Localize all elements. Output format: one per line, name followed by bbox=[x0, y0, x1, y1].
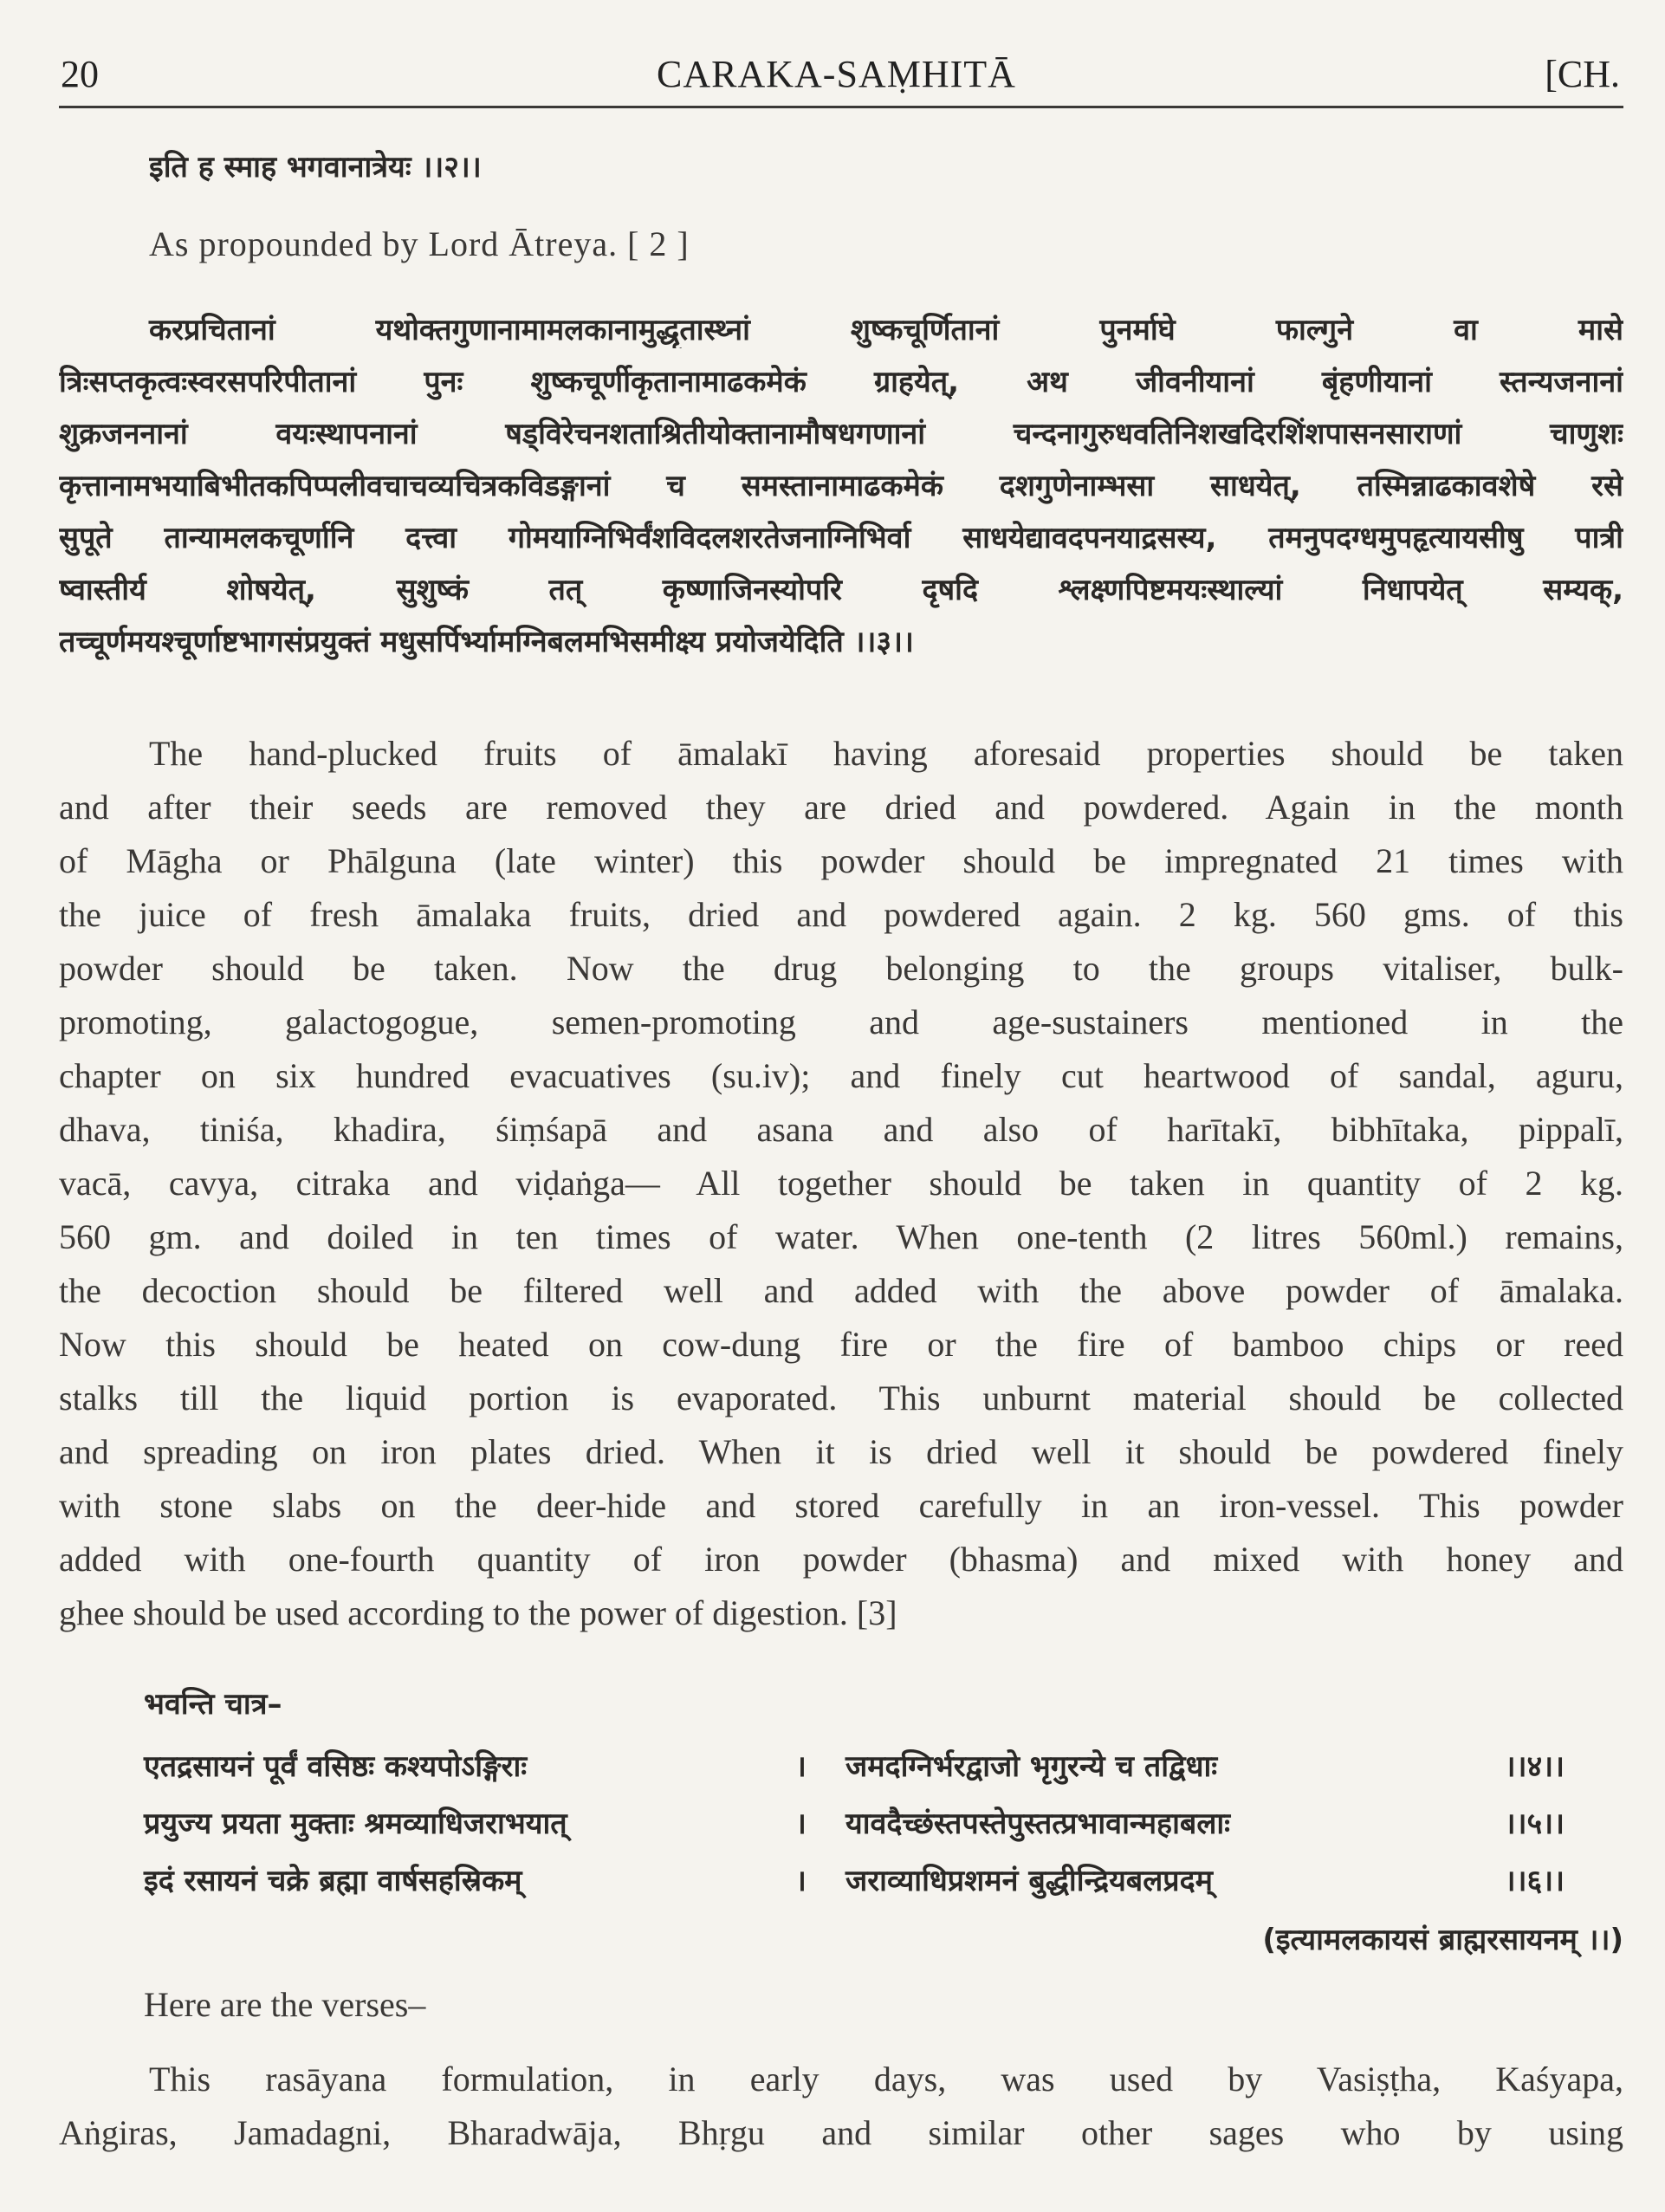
verse-6: इदं रसायनं चक्रे ब्रह्मा वार्षसहस्रिकम् । जराव्याधिप्रशमनं बुद्धीन्द्रियबलप्रदम् ।।६।। bbox=[144, 1864, 1565, 1898]
sanskrit-line: शुक्रजननानां वयःस्थापनानां षड्विरेचनशताश्रितीयोक्तानामौषधगणानां चन्दनागुरुधवतिनिशखदिरशिंशपासनसाराणां चाणुशः bbox=[59, 417, 1623, 451]
verse-3-translation bbox=[59, 733, 1623, 1651]
verse-3-sanskrit bbox=[59, 308, 1623, 690]
verses-translation bbox=[59, 1984, 1623, 2183]
running-title: CARAKA-SAṂHITĀ bbox=[657, 53, 1016, 95]
translation-line: ghee should be used according to the power of digestion. [3] bbox=[59, 1593, 897, 1632]
translation-line: stalks till the liquid portion is evaporated. This unburnt material should be collected bbox=[59, 1378, 1623, 1417]
colophon: (इत्यामलकायसं ब्राह्मरसायनम् ।।) bbox=[1262, 1923, 1623, 1957]
translation-line: dhava, tiniśa, khadira, śiṃśapā and asana and also of harītakī, bibhītaka, pippalī, bbox=[59, 1110, 1623, 1149]
verses-intro-sanskrit: भवन्ति चात्र– bbox=[144, 1687, 282, 1722]
verses-4-6 bbox=[59, 1683, 1623, 2029]
translation-line: powder should be taken. Now the drug belonging to the groups vitaliser, bulk- bbox=[59, 949, 1623, 988]
translation-line: 560 gm. and doiled in ten times of water. When one-tenth (2 litres 560ml.) remains, bbox=[59, 1217, 1623, 1256]
translation-line: the decoction should be filtered well and added with the above powder of āmalaka. bbox=[59, 1271, 1623, 1310]
translation-line: and spreading on iron plates dried. When it is dried well it should be powdered finely bbox=[59, 1432, 1623, 1471]
translation-line: Aṅgiras, Jamadagni, Bharadwāja, Bhṛgu and similar other sages who by using bbox=[59, 2113, 1623, 2152]
sanskrit-line: कृत्तानामभयाबिभीतकपिप्पलीवचाचव्यचित्रकविडङ्गानां च समस्तानामाढकमेकं दशगुणेनाम्भसा साधयेत्, तस्मिन्नाढकावशेषे रसे bbox=[59, 469, 1623, 503]
verse-5: प्रयुज्य प्रयता मुक्ताः श्रमव्याधिजराभयात् । यावदैच्छंस्तपस्तेपुस्तत्प्रभावान्महाबलाः ।।५।। bbox=[144, 1807, 1565, 1841]
book-page: 20 CARAKA-SAṂHITĀ [CH. इति ह स्माह भगवानात्रेयः ।।२।। As propounded by Lord Ātreya. [ 2 ] करप्रचितानां यथोक्तगुणानामामलकानामुद्धृतास्थ्नां शुष्कचूर्णितानां पुनर्माघे फाल्गुने वा मासे त्रिःसप्तकृत्वःस्वरसपरिपीतानां पुनः शुष्कचूर्णीकृतानामाढकमेकं ग्राहयेत्, अथ जीवनीयानां बृंहणीयानां स्तन्यजनानां शुक्रजननानां वयःस्थापनानां षड्विरेचनशताश्रितीयोक्तानामौषधगणानां चन्दनागुरुधवतिनिशखदिरशिंशपासनसाराणां चाणुशः कृत्तानामभयाबिभीतकपिप्पलीवचाचव्यचित्रकविडङ्गानां च समस्तानामाढकमेकं दशगुणेनाम्भसा साधयेत्, तस्मिन्नाढकावशेषे रसे सुपूते तान्यामलकचूर्णानि दत्त्वा गोमयाग्निभिर्वंशविदलशरतेजनाग्निभिर्वा साधयेद्यावदपनयाद्रसस्य, तमनुपदग्धमुपहृत्यायसीषु पात्री ष्वास्तीर्य शोषयेत्, सुशुष्कं तत् कृष्णाजिनस्योपरि दृषदि श्लक्ष्णपिष्टमयःस्थाल्यां निधापयेत् सम्यक्, तच्चूर्णमयश्चूर्णाष्टभागसंप्रयुक्तं मधुसर्पिर्भ्यामग्निबलमभिसमीक्ष्य प्रयोजयेदिति ।।३।। The hand-plucked fruits of āmalakī having aforesaid properties should be taken and after their seeds are removed they are dried and powdered. Again in the month of Māgha or Phālguna (late winter) this powder should be impregnated 21 times with the juice of fresh āmalaka fruits, dried and powdered again. 2 kg. 560 gms. of this powder should be taken. Now the drug belonging to the groups vitaliser, bulk- promoting, galactogogue, semen-promoting and age-sustainers mentioned in the chapter on six hundred evacuatives (su.iv); and finely cut heartwood of sandal, aguru, dhava, tiniśa, khadira, śiṃśapā and asana and also of harītakī, bibhītaka, pippalī, vacā, cavya, citraka and viḍaṅga— All together should be taken in quantity of 2 kg. 560 gm. and doiled in ten times of water. When one-tenth (2 litres 560ml.) remains, the decoction should be filtered well and added with the above powder of āmalaka. Now this should be heated on cow-dung fire or the fire of bamboo chips or reed stalks till the liquid portion is evaporated. This unburnt material should be collected and spreading on iron plates dried. When it is dried well it should be powdered finely with stone slabs on the deer-hide and stored carefully in an iron-vessel. This powder added with one-fourth quantity of iron powder (bhasma) and mixed with honey and ghee should be used according to the power of digestion. [3] भवन्ति चात्र– एतद्रसायनं पूर्वं वसिष्ठः कश्यपोऽङ्गिराः । जमदग्निर्भरद्वाजो भृगुरन्ये च तद्विधाः ।।४।। प्रयुज्य प्रयता मुक्ताः श्रमव्याधिजराभयात् । यावदैच्छंस्तपस्तेपुस्तत्प्रभावान्महाबलाः ।।५।। इदं रसायनं चक्रे ब्रह्मा वार्षसहस्रिकम् । जराव्याधिप्रशमनं बुद्धीन्द्रियबलप्रदम् ।।६।। (इत्यामलकायसं ब्राह्मरसायनम् ।।) Here are the verses– This rasāyana formulation, in early days, was used by Vasiṣṭha, Kaśyapa, Aṅgiras, Jamadagni, Bharadwāja, Bhṛgu and similar other sages who by using bbox=[0, 0, 1665, 2212]
sanskrit-line: सुपूते तान्यामलकचूर्णानि दत्त्वा गोमयाग्निभिर्वंशविदलशरतेजनाग्निभिर्वा साधयेद्यावदपनयाद्रसस्य, तमनुपदग्धमुपहृत्यायसीषु पात्री bbox=[59, 521, 1623, 555]
translation-line: of Māgha or Phālguna (late winter) this powder should be impregnated 21 times with bbox=[59, 841, 1623, 880]
page-number: 20 bbox=[61, 53, 99, 95]
translation-line: added with one-fourth quantity of iron powder (bhasma) and mixed with honey and bbox=[59, 1540, 1623, 1579]
translation-line: vacā, cavya, citraka and viḍaṅga— All together should be taken in quantity of 2 kg. bbox=[59, 1164, 1623, 1203]
translation-line: with stone slabs on the deer-hide and stored carefully in an iron-vessel. This powder bbox=[59, 1486, 1623, 1525]
sanskrit-line: त्रिःसप्तकृत्वःस्वरसपरिपीतानां पुनः शुष्कचूर्णीकृतानामाढकमेकं ग्राहयेत्, अथ जीवनीयानां बृंहणीयानां स्तन्यजनानां bbox=[59, 365, 1623, 399]
chapter-mark: [CH. bbox=[1545, 53, 1620, 95]
translation-line: The hand-plucked fruits of āmalakī having aforesaid properties should be taken bbox=[149, 734, 1623, 773]
verse-4: एतद्रसायनं पूर्वं वसिष्ठः कश्यपोऽङ्गिराः । जमदग्निर्भरद्वाजो भृगुरन्ये च तद्विधाः ।।४।। bbox=[144, 1749, 1565, 1784]
sanskrit-line: तच्चूर्णमयश्चूर्णाष्टभागसंप्रयुक्तं मधुसर्पिर्भ्यामग्निबलमभिसमीक्ष्य प्रयोजयेदिति ।।३।। bbox=[59, 625, 914, 659]
translation-line: the juice of fresh āmalaka fruits, dried and powdered again. 2 kg. 560 gms. of this bbox=[59, 895, 1623, 934]
translation-line: promoting, galactogogue, semen-promoting and age-sustainers mentioned in the bbox=[59, 1002, 1623, 1041]
running-header bbox=[59, 45, 1623, 108]
sanskrit-line: करप्रचितानां यथोक्तगुणानामामलकानामुद्धृतास्थ्नां शुष्कचूर्णितानां पुनर्माघे फाल्गुने वा मासे bbox=[149, 313, 1623, 347]
translation-line: and after their seeds are removed they are dried and powdered. Again in the month bbox=[59, 788, 1623, 827]
sanskrit-line: ष्वास्तीर्य शोषयेत्, सुशुष्कं तत् कृष्णाजिनस्योपरि दृषदि श्लक्ष्णपिष्टमयःस्थाल्यां निधापयेत् सम्यक्, bbox=[59, 573, 1623, 607]
translation-line: Now this should be heated on cow-dung fire or the fire of bamboo chips or reed bbox=[59, 1325, 1623, 1364]
translation-line: This rasāyana formulation, in early days, was used by Vasiṣṭha, Kaśyapa, bbox=[149, 2060, 1623, 2098]
translation-line: chapter on six hundred evacuatives (su.iv); and finely cut heartwood of sandal, aguru, bbox=[59, 1056, 1623, 1095]
verses-intro-english: Here are the verses– bbox=[144, 1985, 426, 2024]
